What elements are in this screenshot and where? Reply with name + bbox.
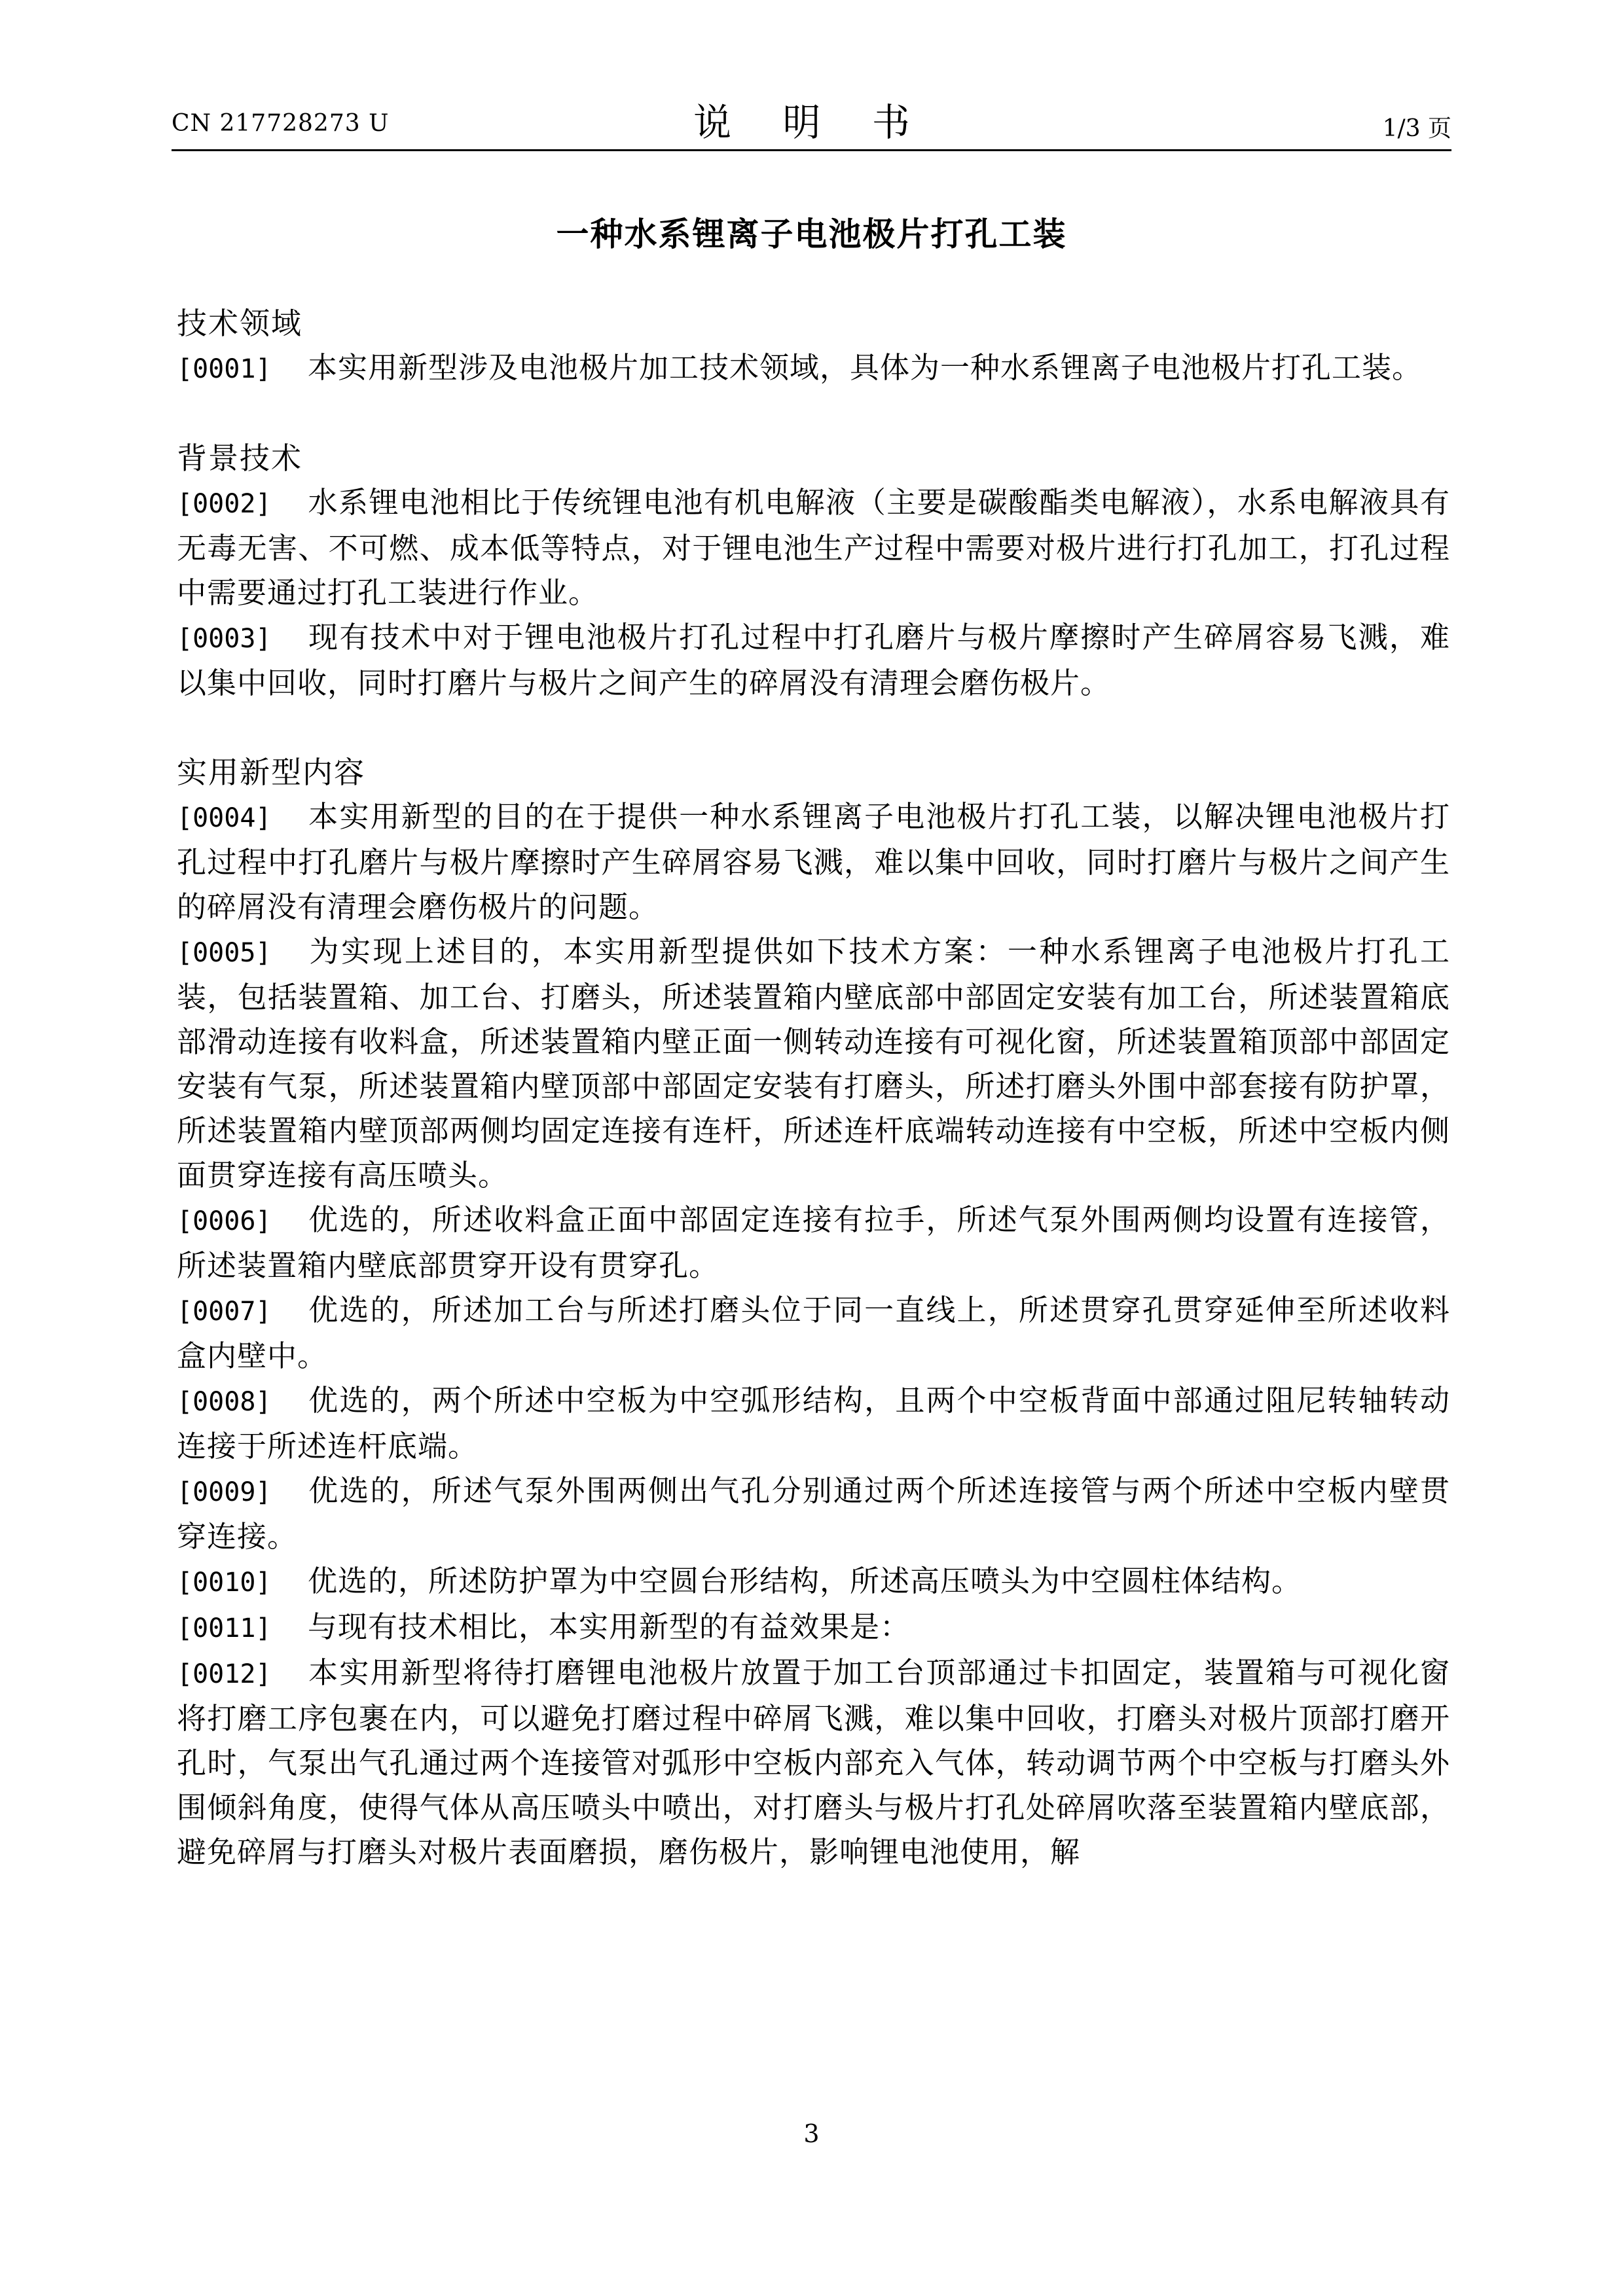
section-gap xyxy=(177,706,1450,750)
header-rule xyxy=(172,149,1451,151)
paragraph-text: 为实现上述目的，本实用新型提供如下技术方案：一种水系锂离子电池极片打孔工装，包括装置箱、加工台、打磨头，所述装置箱内壁底部中部固定安装有加工台，所述装置箱底部滑动连接有收料盒，所述装置箱内壁正面一侧转动连接有可视化窗，所述装置箱顶部中部固定安装有气泵，所述装置箱内壁顶部中部固定安装有打磨头，所述打磨头外围中部套接有防护罩，所述装置箱内壁顶部两侧均固定连接有连杆，所述连杆底端转动连接有中空板，所述中空板内侧面贯穿连接有高压喷头。 xyxy=(177,934,1450,1193)
paragraph-number: [0010] xyxy=(177,1568,272,1598)
paragraph-text: 优选的，所述气泵外围两侧出气孔分别通过两个所述连接管与两个所述中空板内壁贯穿连接。 xyxy=(177,1473,1450,1554)
paragraph-text: 现有技术中对于锂电池极片打孔过程中打孔磨片与极片摩擦时产生碎屑容易飞溅，难以集中回收，同时打磨片与极片之间产生的碎屑没有清理会磨伤极片。 xyxy=(177,620,1450,700)
section-gap xyxy=(177,391,1450,436)
paragraph xyxy=(177,480,1450,615)
paragraph xyxy=(177,1469,1450,1559)
page-number: 3 xyxy=(803,2119,820,2148)
paragraph-number: [0005] xyxy=(177,938,272,968)
paragraph-number: [0012] xyxy=(177,1659,272,1689)
section-heading: 技术领域 xyxy=(177,306,302,341)
paragraph xyxy=(177,346,1450,391)
paragraph-number: [0003] xyxy=(177,624,272,654)
paragraph xyxy=(177,1651,1450,1874)
paragraph-text: 与现有技术相比，本实用新型的有益效果是： xyxy=(308,1609,911,1644)
paragraph-number: [0011] xyxy=(177,1613,272,1643)
paragraph-text: 本实用新型涉及电池极片加工技术领域，具体为一种水系锂离子电池极片打孔工装。 xyxy=(308,350,1423,385)
paragraph-number: [0001] xyxy=(177,354,272,384)
paragraph-text: 优选的，所述防护罩为中空圆台形结构，所述高压喷头为中空圆柱体结构。 xyxy=(308,1564,1302,1598)
section-heading: 背景技术 xyxy=(177,440,302,476)
paragraph-number: [0002] xyxy=(177,489,272,519)
paragraph-text: 本实用新型的目的在于提供一种水系锂离子电池极片打孔工装，以解决锂电池极片打孔过程中打孔磨片与极片摩擦时产生碎屑容易飞溅，难以集中回收，同时打磨片与极片之间产生的碎屑没有清理会磨伤极片的问题。 xyxy=(177,799,1450,924)
paragraph xyxy=(177,1288,1450,1378)
section-title: 说 明 书 xyxy=(693,100,930,145)
paragraph xyxy=(177,929,1450,1198)
paragraph xyxy=(177,615,1450,706)
paragraph-number: [0008] xyxy=(177,1387,272,1417)
document-body xyxy=(177,301,1450,1874)
patent-number: CN 217728273 U xyxy=(172,110,390,137)
section-heading: 实用新型内容 xyxy=(177,755,365,790)
page-label: 1/3 页 xyxy=(1382,115,1451,142)
paragraph-text: 本实用新型将待打磨锂电池极片放置于加工台顶部通过卡扣固定，装置箱与可视化窗将打磨工序包裹在内，可以避免打磨过程中碎屑飞溅，难以集中回收，打磨头对极片顶部打磨开孔时，气泵出气孔通过两个连接管对弧形中空板内部充入气体，转动调节两个中空板与打磨头外围倾斜角度，使得气体从高压喷头中喷出，对打磨头与极片打孔处碎屑吹落至装置箱内壁底部，避免碎屑与打磨头对极片表面磨损，磨伤极片，影响锂电池使用，解 xyxy=(177,1655,1450,1869)
paragraph-text: 优选的，所述收料盒正面中部固定连接有拉手，所述气泵外围两侧均设置有连接管，所述装置箱内壁底部贯穿开设有贯穿孔。 xyxy=(177,1202,1450,1283)
paragraph-text: 水系锂电池相比于传统锂电池有机电解液（主要是碳酸酯类电解液），水系电解液具有无毒无害、不可燃、成本低等特点，对于锂电池生产过程中需要对极片进行打孔加工，打孔过程中需要通过打孔工装进行作业。 xyxy=(177,485,1450,610)
paragraph xyxy=(177,1605,1450,1651)
paragraph-number: [0007] xyxy=(177,1297,272,1327)
paragraph-number: [0009] xyxy=(177,1477,272,1507)
paragraph-number: [0004] xyxy=(177,803,272,833)
paragraph-text: 优选的，两个所述中空板为中空弧形结构，且两个中空板背面中部通过阻尼转轴转动连接于所述连杆底端。 xyxy=(177,1383,1450,1463)
paragraph-number: [0006] xyxy=(177,1206,272,1236)
paragraph-text: 优选的，所述加工台与所述打磨头位于同一直线上，所述贯穿孔贯穿延伸至所述收料盒内壁中。 xyxy=(177,1293,1450,1373)
paragraph xyxy=(177,795,1450,929)
document-title: 一种水系锂离子电池极片打孔工装 xyxy=(556,215,1067,253)
paragraph xyxy=(177,1378,1450,1469)
paragraph xyxy=(177,1198,1450,1288)
paragraph xyxy=(177,1559,1450,1605)
